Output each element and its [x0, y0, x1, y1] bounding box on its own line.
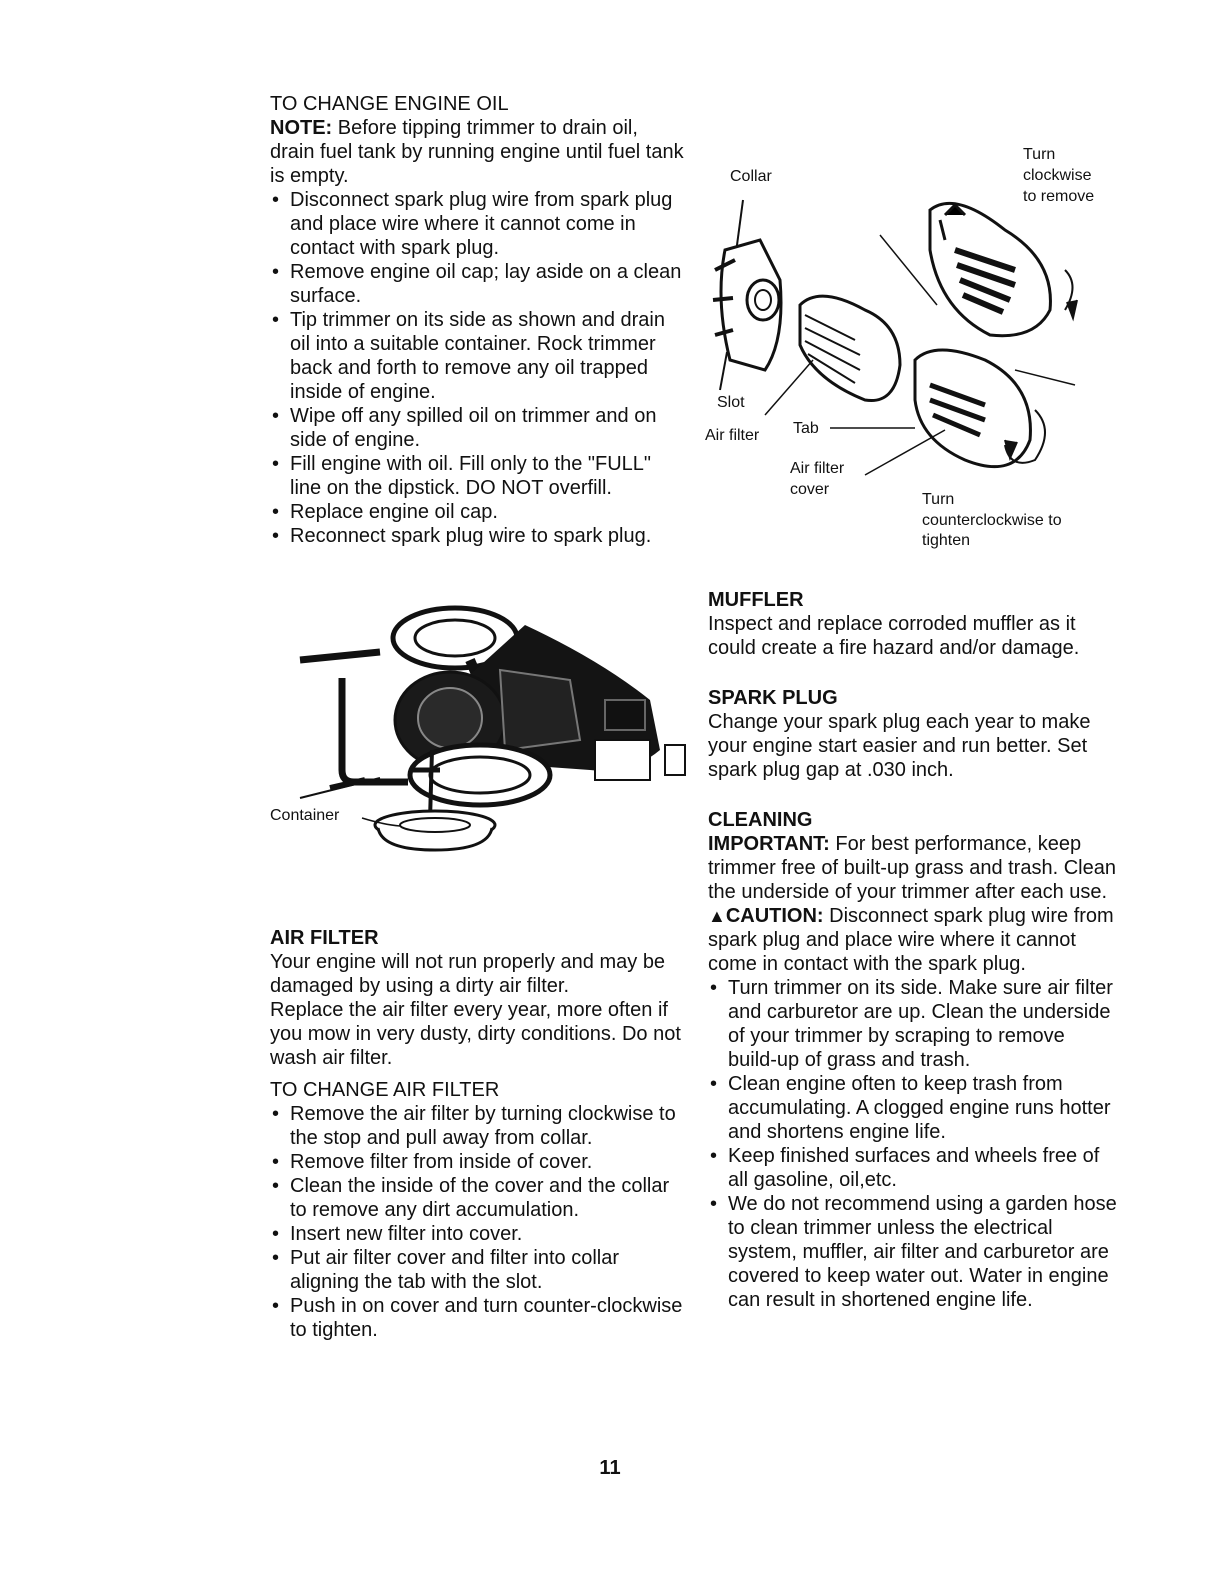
caution-label: CAUTION: — [725, 905, 824, 927]
list-item: • Clean the inside of the cover and the collar to remove any dirt accumulation. — [270, 1174, 685, 1222]
list-item: • Push in on cover and turn counter-clockwise to tighten. — [270, 1294, 685, 1342]
oil-drain-illustration — [270, 600, 690, 870]
air-filter-title: AIR FILTER — [270, 927, 379, 949]
list-item: • Remove engine oil cap; lay aside on a clean surface. — [270, 260, 685, 308]
oil-steps-list — [270, 188, 685, 548]
note-text: Before tipping trimmer to drain oil, drain fuel tank by running engine until fuel tank is empty. — [270, 117, 684, 187]
air-filter-cover-label-1: Air filter — [790, 460, 845, 477]
right-column — [708, 588, 1118, 1312]
spark-plug-title: SPARK PLUG — [708, 687, 838, 709]
container-label: Container — [270, 807, 340, 824]
note-label: NOTE: — [270, 117, 333, 139]
turn-counterclockwise-label-1: Turn — [922, 491, 955, 508]
list-item: • Remove the air filter by turning clockwise to the stop and pull away from collar. — [270, 1102, 685, 1150]
turn-clockwise-label-1: Turn — [1023, 146, 1056, 163]
important-note — [708, 832, 1118, 904]
air-filter-illustration — [705, 140, 1115, 560]
muffler-text: Inspect and replace corroded muffler as it could create a fire hazard and/or damage. — [708, 613, 1080, 659]
list-item: • Fill engine with oil. Fill only to the "FULL" line on the dipstick. DO NOT overfill. — [270, 452, 685, 500]
list-item: • Keep finished surfaces and wheels free of all gasoline, oil,etc. — [708, 1144, 1118, 1192]
air-filter-para2: Replace the air filter every year, more often if you mow in very dusty, dirty conditions. Do not wash air filter. — [270, 999, 681, 1069]
collar-label: Collar — [730, 168, 772, 185]
air-filter-steps-list — [270, 1102, 685, 1342]
list-item: • Tip trimmer on its side as shown and drain oil into a suitable container. Rock trimmer back and forth to remove any oil trapped inside of engine. — [270, 308, 685, 404]
caution-text: Disconnect spark plug wire from spark plug and place wire where it cannot come in contact with the spark plug. — [708, 905, 1114, 975]
list-item: • Reconnect spark plug wire to spark plug. — [270, 524, 685, 548]
muffler-title: MUFFLER — [708, 589, 804, 611]
caution-note — [708, 904, 1118, 976]
slot-label: Slot — [717, 394, 745, 411]
spark-plug-text: Change your spark plug each year to make your engine start easier and run better. Set spark plug gap at .030 inch. — [708, 711, 1091, 781]
list-item: • Clean engine often to keep trash from accumulating. A clogged engine runs hotter and shortens engine life. — [708, 1072, 1118, 1144]
warning-icon: ▲ — [708, 906, 726, 926]
list-item: • Turn trimmer on its side. Make sure air filter and carburetor are up. Clean the underside of your trimmer by scraping to remove build-up of grass and trash. — [708, 976, 1118, 1072]
important-label: IMPORTANT: — [708, 833, 830, 855]
left-column — [270, 92, 685, 548]
list-item: • Wipe off any spilled oil on trimmer and on side of engine. — [270, 404, 685, 452]
list-item: • We do not recommend using a garden hose to clean trimmer unless the electrical system, muffler, air filter and carburetor are covered to keep water out. Water in engine can result in shortened engine life. — [708, 1192, 1118, 1312]
turn-clockwise-label-3: to remove — [1023, 188, 1095, 205]
oil-section-title: TO CHANGE ENGINE OIL — [270, 93, 509, 115]
list-item: • Insert new filter into cover. — [270, 1222, 685, 1246]
turn-clockwise-label-2: clockwise — [1023, 167, 1092, 184]
air-filter-cover-label-2: cover — [790, 481, 830, 498]
turn-counterclockwise-label-2: counterclockwise to — [922, 512, 1062, 529]
list-item: • Put air filter cover and filter into collar aligning the tab with the slot. — [270, 1246, 685, 1294]
air-filter-para1: Your engine will not run properly and may be damaged by using a dirty air filter. — [270, 951, 666, 997]
air-filter-label: Air filter — [705, 427, 760, 444]
oil-note — [270, 116, 685, 188]
list-item: • Remove filter from inside of cover. — [270, 1150, 685, 1174]
tab-label: Tab — [793, 420, 819, 437]
trimmer-tipped-illustration — [270, 600, 690, 870]
turn-counterclockwise-label-3: tighten — [922, 532, 971, 549]
list-item: • Disconnect spark plug wire from spark plug and place wire where it cannot come in contact with spark plug. — [270, 188, 685, 260]
air-filter-section — [270, 926, 685, 1342]
cleaning-steps-list — [708, 976, 1118, 1312]
change-air-filter-subtitle: TO CHANGE AIR FILTER — [270, 1079, 500, 1101]
page-number: 11 — [599, 1457, 621, 1479]
important-text: For best performance, keep trimmer free of built-up grass and trash. Clean the underside of your trimmer after each use. — [708, 833, 1116, 903]
list-item: • Replace engine oil cap. — [270, 500, 685, 524]
cleaning-title: CLEANING — [708, 809, 813, 831]
